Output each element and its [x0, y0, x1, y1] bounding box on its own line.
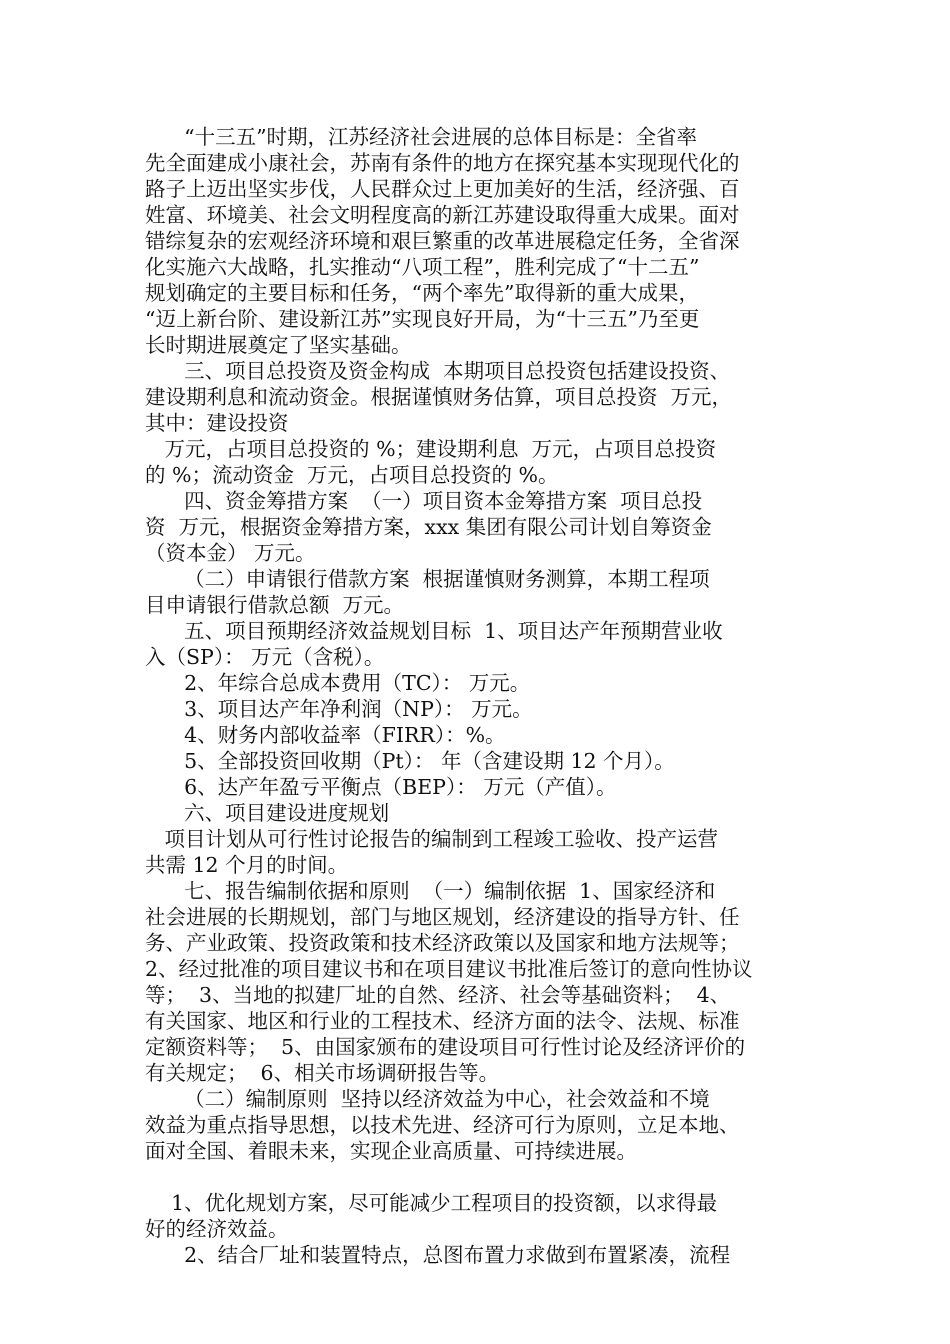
- text-line: 有关国家、地区和行业的工程技术、经济方面的法令、法规、标准: [145, 1009, 740, 1033]
- text-line: 目申请银行借款总额 万元。: [145, 593, 405, 617]
- text-line: 姓富、环境美、社会文明程度高的新江苏建设取得重大成果。面对: [145, 203, 740, 227]
- text-line: 务、产业政策、投资政策和技术经济政策以及国家和地方法规等；: [145, 931, 740, 955]
- text-line: 6、达产年盈亏平衡点（BEP）： 万元（产值）。: [145, 775, 617, 799]
- text-line: 1、优化规划方案，尽可能减少工程项目的投资额，以求得最: [145, 1191, 718, 1215]
- text-line: 六、项目建设进度规划: [145, 801, 390, 825]
- text-line: 2、年综合总成本费用（TC）： 万元。: [145, 671, 531, 695]
- text-line: 好的经济效益。: [145, 1217, 289, 1241]
- text-line: （资本金） 万元。: [145, 541, 316, 565]
- text-line: 建设期利息和流动资金。根据谨慎财务估算，项目总投资 万元，: [145, 385, 733, 409]
- text-line: 等； 3、当地的拟建厂址的自然、经济、社会等基础资料； 4、: [145, 983, 731, 1007]
- text-line: 有关规定； 6、相关市场调研报告等。: [145, 1061, 500, 1085]
- text-line: “迈上新台阶、建设新江苏”实现良好开局，为“十三五”乃至更: [145, 307, 700, 331]
- text-line: 入（SP）： 万元（含税）。: [145, 645, 385, 669]
- text-line: 5、全部投资回收期（Pt）： 年（含建设期 12 个月）。: [145, 749, 675, 773]
- text-line: 先全面建成小康社会，苏南有条件的地方在探究基本实现现代化的: [145, 151, 740, 175]
- text-line: 项目计划从可行性讨论报告的编制到工程竣工验收、投产运营: [145, 827, 719, 851]
- text-line: 错综复杂的宏观经济环境和艰巨繁重的改革进展稳定任务，全省深: [145, 229, 740, 253]
- text-line: 面对全国、着眼未来，实现企业高质量、可持续进展。: [145, 1139, 637, 1163]
- text-line: 社会进展的长期规划，部门与地区规划，经济建设的指导方针、任: [145, 905, 740, 929]
- text-line: （二）申请银行借款方案 根据谨慎财务测算，本期工程项: [145, 567, 710, 591]
- text-line: 四、资金筹措方案 （一）项目资本金筹措方案 项目总投: [145, 489, 703, 513]
- text-line: 长时期进展奠定了坚实基础。: [145, 333, 412, 357]
- text-line: 规划确定的主要目标和任务，“两个率先”取得新的重大成果，: [145, 281, 699, 305]
- text-line: 资 万元，根据资金筹措方案，xxx 集团有限公司计划自筹资金: [145, 515, 712, 539]
- text-line: 万元，占项目总投资的 %；建设期利息 万元，占项目总投资: [145, 437, 717, 461]
- text-line: 共需 12 个月的时间。: [145, 853, 349, 877]
- text-line: 的 %；流动资金 万元，占项目总投资的 %。: [145, 463, 559, 487]
- text-line: “十三五”时期，江苏经济社会进展的总体目标是：全省率: [145, 125, 698, 149]
- text-line: （二）编制原则 坚持以经济效益为中心，社会效益和不境: [145, 1087, 710, 1111]
- text-line: 化实施六大战略，扎实推动“八项工程”，胜利完成了“十二五”: [145, 255, 700, 279]
- text-line: 效益为重点指导思想，以技术先进、经济可行为原则，立足本地、: [145, 1113, 740, 1137]
- text-line: 定额资料等； 5、由国家颁布的建设项目可行性讨论及经济评价的: [145, 1035, 746, 1059]
- text-line: 2、经过批准的项目建议书和在项目建议书批准后签订的意向性协议: [145, 957, 753, 981]
- text-line: 七、报告编制依据和原则 （一）编制依据 1、国家经济和: [145, 879, 716, 903]
- text-line: 路子上迈出坚实步伐，人民群众过上更加美好的生活，经济强、百: [145, 177, 740, 201]
- text-line: 4、财务内部收益率（FIRR）：%。: [145, 723, 506, 747]
- text-line: 五、项目预期经济效益规划目标 1、项目达产年预期营业收: [145, 619, 723, 643]
- text-line: 2、结合厂址和装置特点，总图布置力求做到布置紧凑，流程: [145, 1243, 731, 1267]
- text-line: 其中：建设投资: [145, 411, 289, 435]
- text-line: 三、项目总投资及资金构成 本期项目总投资包括建设投资、: [145, 359, 731, 383]
- text-line: 3、项目达产年净利润（NP）： 万元。: [145, 697, 533, 721]
